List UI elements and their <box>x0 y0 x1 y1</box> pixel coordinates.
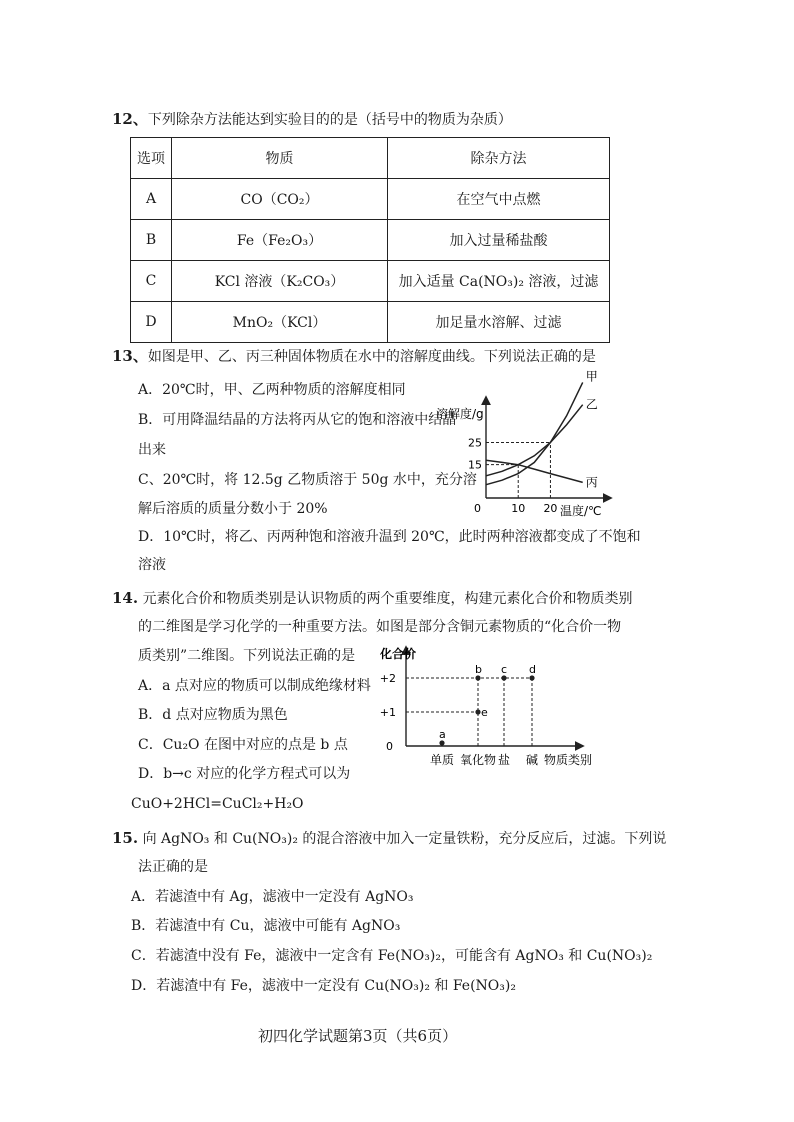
header-method: 除杂方法 <box>388 138 610 179</box>
row-method: 加入适量 Ca(NO₃)₂ 溶液，过滤 <box>388 261 610 302</box>
header-option: 选项 <box>131 138 172 179</box>
q15-line1: 向 AgNO₃ 和 Cu(NO₃)₂ 的混合溶液中加入一定量铁粉，充分反应后，过滤。下列说 <box>142 831 667 847</box>
q14-line3: 质类别”二维图。下列说法正确的是 <box>138 648 356 664</box>
q14-line1-wrap <box>112 588 633 609</box>
point-e <box>475 709 480 714</box>
series-label-yi: 乙 <box>585 397 598 412</box>
q14-equation: CuO+2HCl=CuCl₂+H₂O <box>131 796 304 812</box>
point-label: a <box>439 728 446 741</box>
q15-line1-wrap <box>112 828 666 849</box>
q13-option-b-line2: 出来 <box>138 442 166 458</box>
origin-label: 0 <box>474 502 481 515</box>
q12-table <box>130 137 610 343</box>
category-label: 氧化物 <box>459 753 497 767</box>
row-substance: CO（CO₂） <box>172 179 388 220</box>
q12-stem: 下列除杂方法能达到实验目的的是（括号中的物质为杂质） <box>147 112 512 128</box>
row-substance: KCl 溶液（K₂CO₃） <box>172 261 388 302</box>
guide-lines <box>406 678 532 746</box>
q12-stem-line <box>112 109 512 130</box>
x-axis-label: 温度/℃ <box>560 504 602 518</box>
point-b <box>475 675 480 680</box>
q13-option-b-line1: B．可用降温结晶的方法将丙从它的饱和溶液中结晶 <box>138 412 457 428</box>
q14-line2: 的二维图是学习化学的一种重要方法。如图是部分含铜元素物质的“化合价一物 <box>138 619 622 635</box>
y-axis-label: 溶解度/g <box>436 407 484 421</box>
x-axis-label: 物质类别 <box>543 753 592 767</box>
q14-number: 14. <box>112 589 139 607</box>
y-tick-label: +1 <box>379 706 396 719</box>
q14-line1: 元素化合价和物质类别是认识物质的两个重要维度，构建元素化合价和物质类别 <box>142 591 633 607</box>
category-label: 单质 <box>429 753 455 767</box>
q14-option-a: A．a 点对应的物质可以制成绝缘材料 <box>138 678 371 694</box>
q13-stem: 如图是甲、乙、丙三种固体物质在水中的溶解度曲线。下列说法正确的是 <box>147 349 596 365</box>
point-label: d <box>529 663 536 676</box>
q13-option-d-line1: D．10℃时，将乙、丙两种饱和溶液升温到 20℃，此时两种溶液都变成了不饱和 <box>138 529 641 545</box>
point-d <box>529 675 534 680</box>
q14-option-c: C．Cu₂O 在图中对应的点是 b 点 <box>138 737 348 753</box>
q13-option-a: A．20℃时，甲、乙两种物质的溶解度相同 <box>138 382 406 398</box>
point-label: e <box>481 706 488 719</box>
row-option: A <box>131 179 172 220</box>
series-line-1 <box>486 405 583 476</box>
row-method: 加足量水溶解、过滤 <box>388 302 610 343</box>
point-a <box>439 740 444 745</box>
row-option: B <box>131 220 172 261</box>
row-substance: Fe（Fe₂O₃） <box>172 220 388 261</box>
valence-chart <box>370 642 600 770</box>
point-c <box>501 675 506 680</box>
q13-option-c-line2: 解后溶质的质量分数小于 20% <box>138 501 328 517</box>
table-row <box>131 302 610 343</box>
q15-option-a: A．若滤渣中有 Ag，滤液中一定没有 AgNO₃ <box>131 889 414 905</box>
q12-number: 12、 <box>112 110 148 128</box>
page-footer: 初四化学试题第3页（共6页） <box>258 1027 458 1045</box>
row-method: 加入过量稀盐酸 <box>388 220 610 261</box>
y-tick-label: 25 <box>468 436 482 450</box>
q13-option-c-line1: C、20℃时，将 12.5g 乙物质溶于 50g 水中，充分溶 <box>138 472 477 488</box>
category-label: 盐 <box>497 753 511 767</box>
table-header-row <box>131 138 610 179</box>
y-tick-label: 15 <box>468 458 482 472</box>
table-row <box>131 220 610 261</box>
category-label: 碱 <box>525 753 539 767</box>
origin-label: 0 <box>386 740 393 753</box>
solubility-chart <box>430 369 620 518</box>
row-option: D <box>131 302 172 343</box>
q14-option-b: B．d 点对应物质为黑色 <box>138 707 288 723</box>
header-substance: 物质 <box>172 138 388 179</box>
table-row <box>131 261 610 302</box>
row-substance: MnO₂（KCl） <box>172 302 388 343</box>
q15-option-c: C．若滤渣中没有 Fe，滤液中一定含有 Fe(NO₃)₂，可能含有 AgNO₃ 和 Cu(NO₃)₂ <box>131 948 653 964</box>
x-tick-label: 10 <box>511 502 526 515</box>
point-label: c <box>501 663 508 676</box>
table-row <box>131 179 610 220</box>
q15-line2: 法正确的是 <box>138 859 208 875</box>
series-label-bing: 丙 <box>585 475 598 490</box>
q13-number: 13、 <box>112 347 148 365</box>
y-tick-label: +2 <box>379 672 396 685</box>
q15-option-d: D．若滤渣中有 Fe，滤液中一定没有 Cu(NO₃)₂ 和 Fe(NO₃)₂ <box>131 978 516 994</box>
q13-stem-line <box>112 346 596 367</box>
y-axis-label: 化合价 <box>380 647 417 661</box>
point-label: b <box>475 663 482 676</box>
x-tick-label: 20 <box>543 502 558 515</box>
row-option: C <box>131 261 172 302</box>
row-method: 在空气中点燃 <box>388 179 610 220</box>
q13-option-d-line2: 溶液 <box>138 557 166 573</box>
q15-option-b: B．若滤渣中有 Cu，滤液中可能有 AgNO₃ <box>131 918 401 934</box>
q15-number: 15. <box>112 829 139 847</box>
series-label-jia: 甲 <box>585 369 598 384</box>
series-group <box>486 382 583 484</box>
q14-option-d: D．b→c 对应的化学方程式可以为 <box>138 766 351 782</box>
